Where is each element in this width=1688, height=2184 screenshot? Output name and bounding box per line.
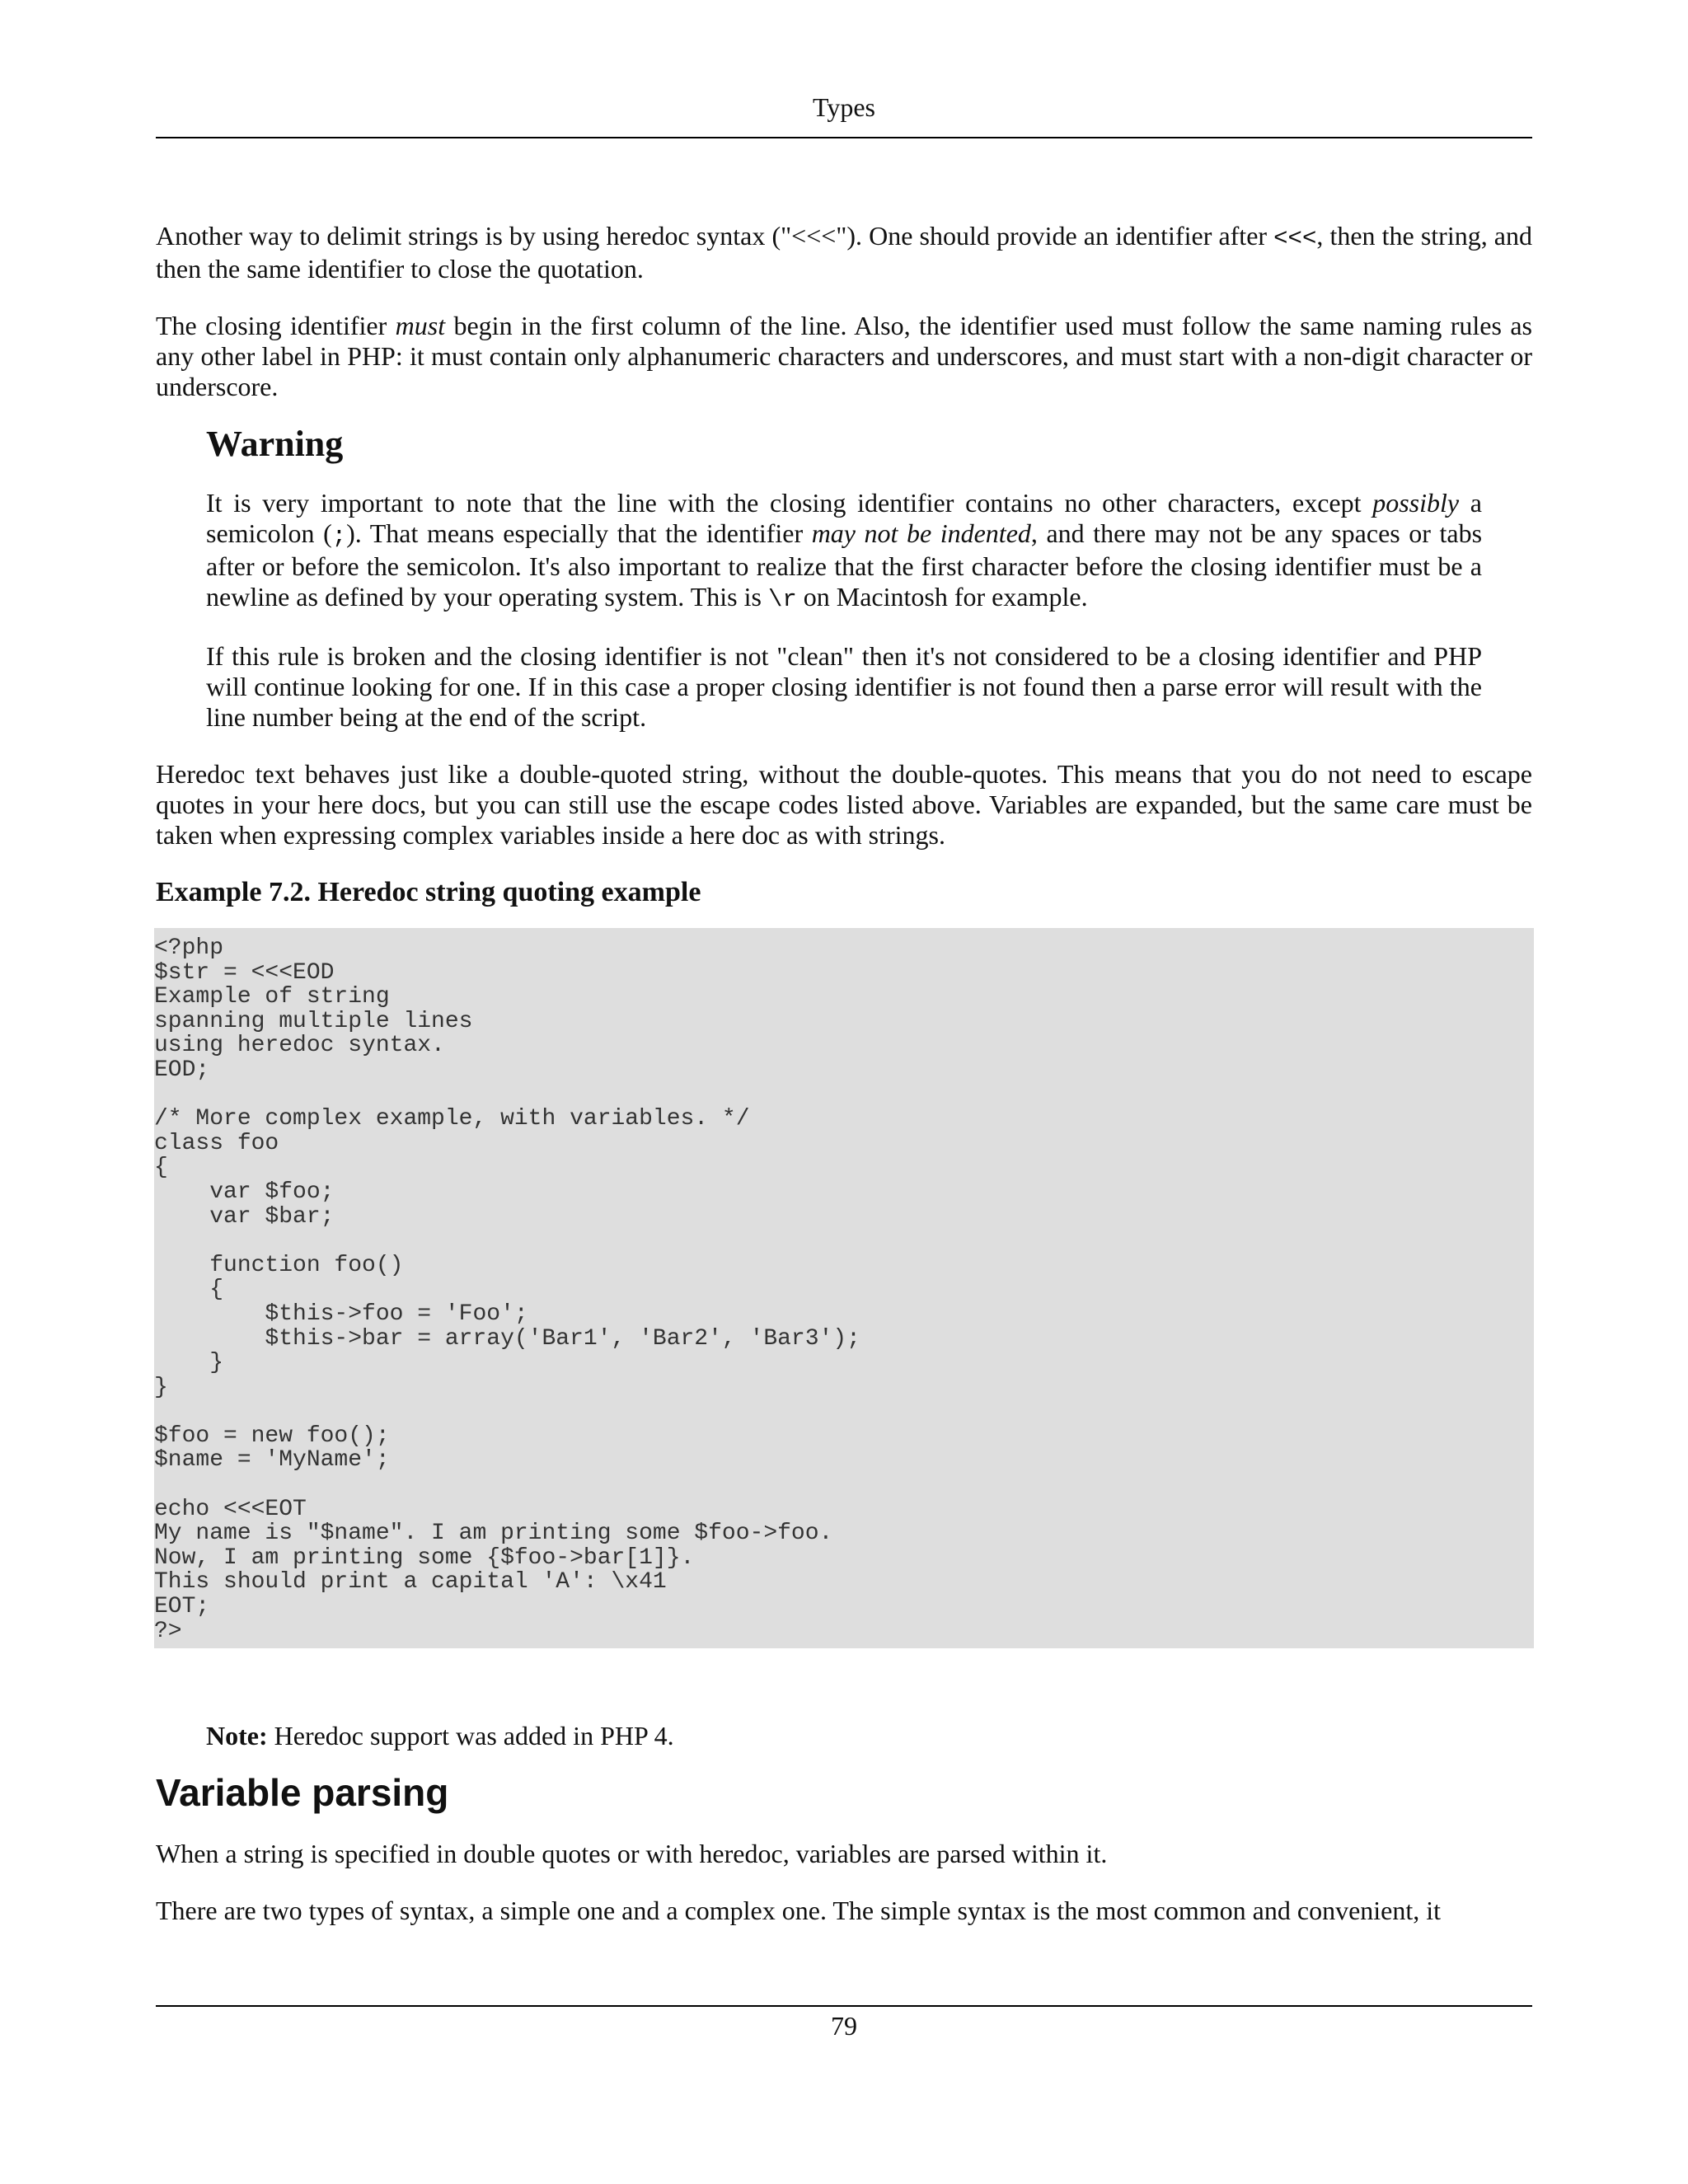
intro-text: begin in the first column of the line. Also, the identifier used must follow the same naming rules as any other label in PHP: it must contain only alphanumeric characters and underscores, and must start with a non-digit character or underscore. xyxy=(156,311,1533,401)
warning-text: a semicolon ( xyxy=(206,488,1483,548)
warning-title: Warning xyxy=(206,424,344,464)
note xyxy=(206,1721,1532,1751)
page-content xyxy=(156,221,1532,1952)
warning-text: , and there may not be any spaces or tabs after or before the semicolon. It's also important to realize that the first character before the closing identifier must be a newline as defined by your operating system. This is xyxy=(206,518,1483,612)
warning-text: It is very important to note that the line with the closing identifier contains no other characters, except xyxy=(206,488,1373,518)
intro-paragraph-1 xyxy=(156,221,1532,284)
variable-parsing-paragraph-2: There are two types of syntax, a simple one and a complex one. The simple syntax is the most common and convenient, it xyxy=(156,1896,1442,1926)
inline-code: ; xyxy=(331,523,347,550)
intro-text: The closing identifier xyxy=(156,311,396,340)
example-title: Example 7.2. Heredoc string quoting example xyxy=(156,877,701,907)
emphasis: may not be indented xyxy=(811,518,1031,548)
note-label: Note: xyxy=(206,1721,268,1751)
inline-code: <<< xyxy=(1273,225,1317,252)
intro-text: , then the string, and then the same identifier to close the quotation. xyxy=(156,221,1533,284)
heredoc-paragraph: Heredoc text behaves just like a double-quoted string, without the double-quotes. This means that you do not need to escape quotes in your here docs, but you can still use the escape codes listed above. Variables are expanded, but the same care must be taken when expressing complex variables inside a here doc as with strings. xyxy=(156,759,1532,850)
variable-parsing-paragraph-1: When a string is specified in double quotes or with heredoc, variables are parsed within it. xyxy=(156,1839,1108,1869)
warning-text: ). That means especially that the identifier xyxy=(346,518,812,548)
code-block: <?php $str = <<<EOD Example of string spanning multiple lines using heredoc syntax. EOD; /* More complex example, with variables. */ class foo { var $foo; var $bar; function foo() { $this->foo = 'Foo'; $this->bar = array('Bar1', 'Bar2', 'Bar3'); } } $foo = new foo(); $name = 'MyName'; echo <<<EOT My name is "$name". I am printing some $foo->foo. Now, I am printing some {$foo->bar[1]}. This should print a capital 'A': \x41 EOT; ?> xyxy=(154,928,1534,1648)
intro-text: Another way to delimit strings is by using heredoc syntax ("<<<"). One should provide an identifier after xyxy=(156,221,1274,251)
page-number: 79 xyxy=(831,2011,857,2041)
running-header: Types xyxy=(813,92,875,122)
warning-text: on Macintosh for example. xyxy=(796,582,1088,612)
inline-code: \r xyxy=(767,586,797,613)
warning-paragraph-2: If this rule is broken and the closing identifier is not "clean" then it's not considered to be a closing identifier and PHP will continue looking for one. If in this case a proper closing identifier is not found then a parse error will result with the line number being at the end of the script. xyxy=(206,641,1482,732)
warning-paragraph-1 xyxy=(206,488,1482,615)
note-text: Heredoc support was added in PHP 4. xyxy=(267,1721,674,1751)
warning-admonition xyxy=(206,424,1482,733)
emphasis: must xyxy=(395,311,446,340)
header-rule xyxy=(156,137,1532,138)
section-heading: Variable parsing xyxy=(156,1771,449,1815)
footer-rule xyxy=(156,2005,1532,2007)
emphasis: possibly xyxy=(1372,488,1460,518)
intro-paragraph-2 xyxy=(156,311,1532,402)
